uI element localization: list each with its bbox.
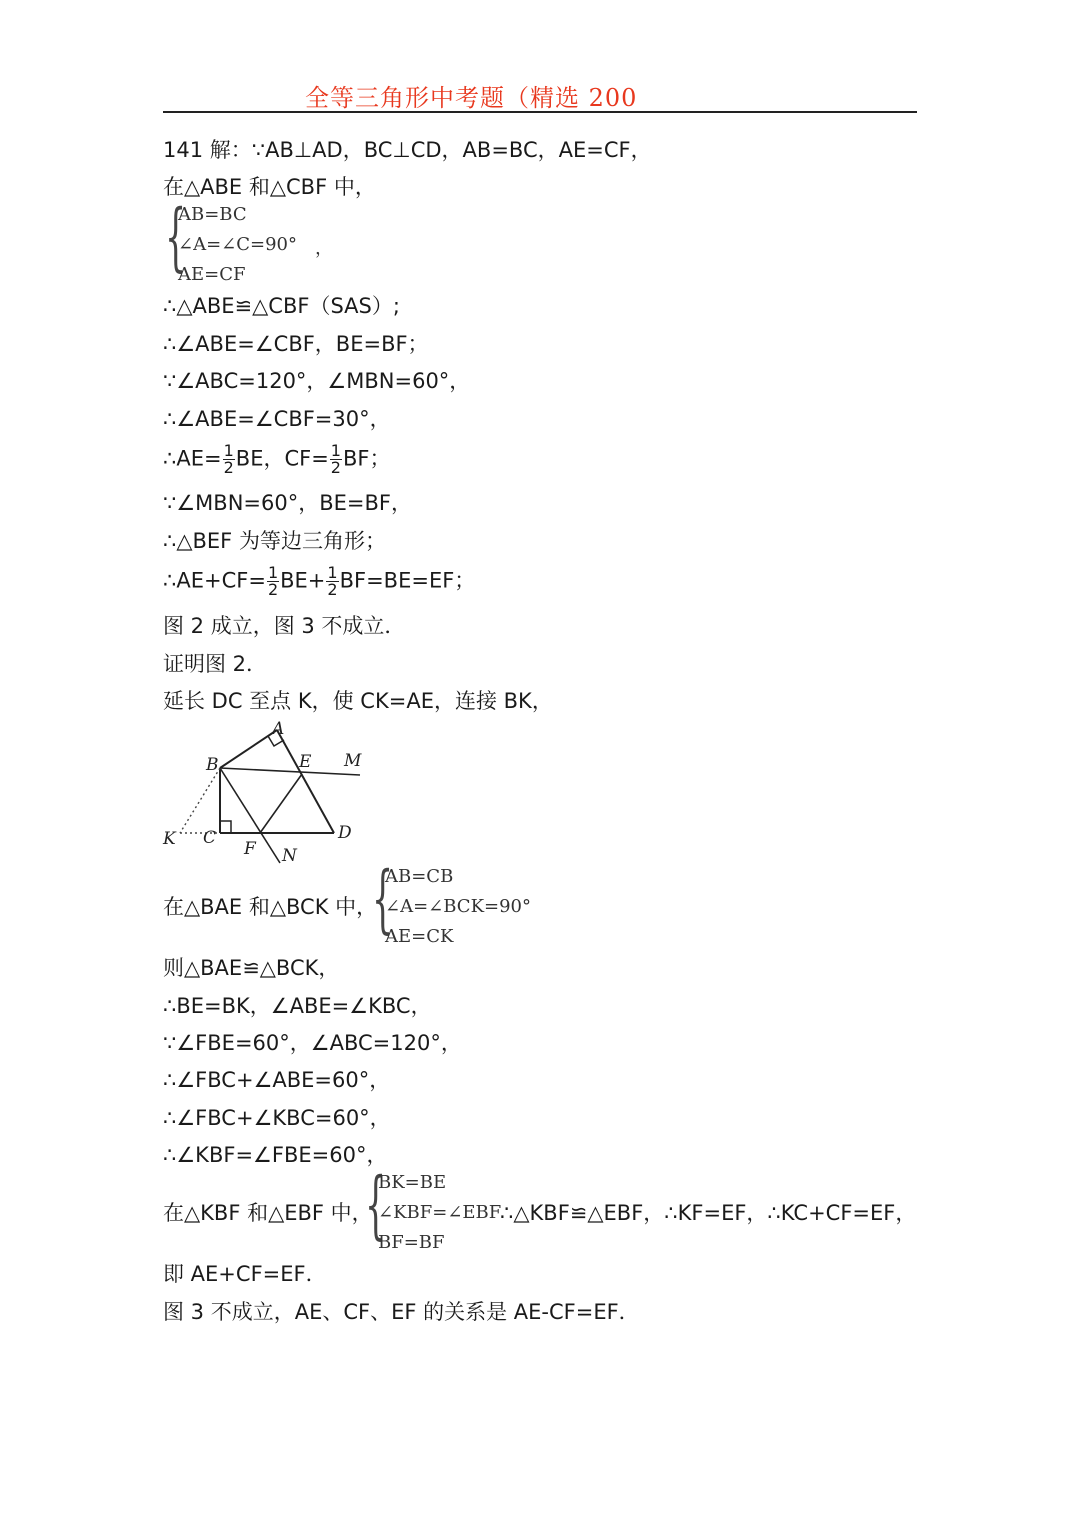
fraction-one-half bbox=[330, 443, 342, 476]
text-line: ∴∠FBC+∠ABE=60°， bbox=[163, 1068, 391, 1092]
left-brace: { bbox=[165, 194, 187, 280]
fraction-one-half bbox=[267, 565, 279, 598]
system-row: BF=BF bbox=[378, 1232, 445, 1253]
point-label-M: M bbox=[344, 751, 362, 771]
text-line: ∴△BEF 为等边三角形； bbox=[163, 529, 386, 553]
point-label-C: C bbox=[203, 828, 217, 848]
system-row: ∠A=∠C=90° bbox=[178, 234, 298, 255]
header-divider bbox=[163, 111, 917, 113]
text-segment: BF=BE=EF； bbox=[339, 568, 476, 593]
segment-BA bbox=[220, 730, 277, 768]
page-header-title: 全等三角形中考题（精选 200 bbox=[305, 84, 638, 112]
system-row: ∠A=∠BCK=90° bbox=[385, 896, 532, 917]
text-line: ∴∠ABE=∠CBF=30°， bbox=[163, 407, 391, 431]
system-row: BK=BE bbox=[378, 1172, 447, 1193]
left-brace: { bbox=[372, 856, 394, 942]
text-line: 141 解：∵AB⊥AD，BC⊥CD，AB=BC，AE=CF， bbox=[163, 138, 652, 162]
text-line-with-fractions bbox=[163, 443, 390, 476]
text-line: 图 3 不成立，AE、CF、EF 的关系是 AE-CF=EF． bbox=[163, 1300, 640, 1324]
point-label-B: B bbox=[206, 755, 219, 775]
fraction-denominator: 2 bbox=[223, 458, 234, 477]
point-label-N: N bbox=[282, 846, 297, 866]
system-row: AE=CF bbox=[178, 264, 246, 285]
point-label-K: K bbox=[163, 829, 176, 849]
segment-AD bbox=[277, 730, 334, 833]
text-line: ∴BE=BK，∠ABE=∠KBC， bbox=[163, 994, 432, 1018]
system-row: AB=CB bbox=[385, 866, 454, 887]
equation-system-1 bbox=[165, 194, 365, 288]
point-label-D: D bbox=[338, 823, 352, 843]
text-line: ∴∠KBF=∠FBE=60°， bbox=[163, 1143, 388, 1167]
system-row: AB=BC bbox=[178, 204, 247, 225]
text-line: 在△BAE 和△BCK 中， bbox=[163, 895, 378, 919]
dotted-segment-BK bbox=[180, 768, 220, 833]
text-segment: ∴AE= bbox=[163, 446, 222, 471]
fraction-denominator: 2 bbox=[330, 458, 341, 477]
text-line: ∴△ABE≌△CBF（SAS）; bbox=[163, 294, 400, 318]
text-line: ∴△KBF≌△EBF，∴KF=EF，∴KC+CF=EF， bbox=[500, 1201, 917, 1225]
text-line: ∵∠ABC=120°，∠MBN=60°， bbox=[163, 369, 471, 393]
geometry-figure bbox=[160, 718, 370, 868]
point-label-E: E bbox=[299, 752, 312, 772]
text-segment: ∴AE+CF= bbox=[163, 568, 266, 593]
system-row: AE=CK bbox=[385, 926, 454, 947]
point-label-A: A bbox=[272, 719, 285, 739]
text-line: 在△KBF 和△EBF 中， bbox=[163, 1201, 373, 1225]
text-line: 则△BAE≌△BCK， bbox=[163, 956, 340, 980]
equation-system-3 bbox=[365, 1162, 505, 1256]
right-angle-mark-C bbox=[220, 821, 231, 833]
text-line: ∵∠FBE=60°，∠ABC=120°， bbox=[163, 1031, 462, 1055]
text-line: 延长 DC 至点 K，使 CK=AE，连接 BK， bbox=[163, 689, 553, 713]
text-line: ∵∠MBN=60°，BE=BF， bbox=[163, 491, 412, 515]
text-line: 在△ABE 和△CBF 中， bbox=[163, 175, 376, 199]
fraction-numerator: 1 bbox=[327, 563, 338, 582]
system-trailing-comma: ， bbox=[315, 238, 333, 259]
fraction-denominator: 2 bbox=[267, 580, 279, 599]
equation-system-2 bbox=[372, 856, 552, 950]
text-line: ∴∠ABE=∠CBF，BE=BF； bbox=[163, 332, 429, 356]
text-segment: BF； bbox=[342, 446, 391, 471]
fraction-one-half bbox=[326, 565, 338, 598]
text-line-with-fractions bbox=[163, 565, 475, 598]
text-segment: BE，CF= bbox=[235, 446, 329, 471]
text-line: 证明图 2． bbox=[163, 652, 268, 676]
text-line: 即 AE+CF=EF． bbox=[163, 1262, 327, 1286]
fraction-numerator: 1 bbox=[267, 563, 279, 582]
ray-BM bbox=[220, 768, 360, 775]
fraction-numerator: 1 bbox=[330, 441, 341, 460]
text-line: 图 2 成立，图 3 不成立． bbox=[163, 614, 406, 638]
text-segment: BE+ bbox=[280, 568, 326, 593]
point-label-F: F bbox=[244, 839, 256, 859]
text-line: ∴∠FBC+∠KBC=60°， bbox=[163, 1106, 391, 1130]
fraction-numerator: 1 bbox=[223, 441, 234, 460]
fraction-one-half bbox=[223, 443, 235, 476]
system-row: ∠KBF=∠EBF bbox=[378, 1202, 502, 1223]
segment-EF bbox=[260, 774, 302, 833]
left-brace: { bbox=[365, 1162, 387, 1248]
fraction-denominator: 2 bbox=[327, 580, 338, 599]
